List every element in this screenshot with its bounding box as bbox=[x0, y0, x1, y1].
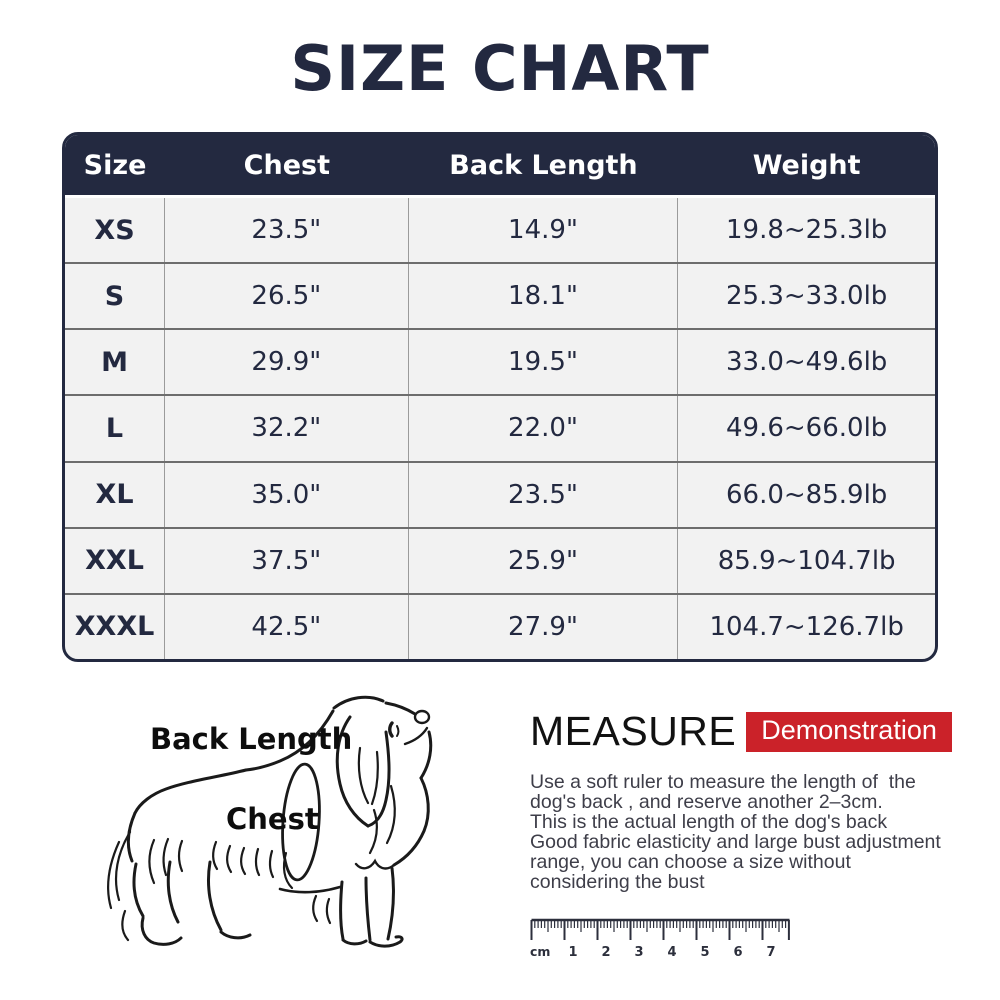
measure-text-line: dog's back , and reserve another 2–3cm. bbox=[530, 791, 883, 813]
chest-cell: 42.5" bbox=[165, 595, 409, 659]
ruler-number: 4 bbox=[667, 945, 677, 960]
chest-label: Chest bbox=[226, 802, 319, 836]
back-length-cell: 22.0" bbox=[409, 396, 679, 460]
header-size: Size bbox=[83, 149, 147, 181]
back-length-cell: 25.9" bbox=[409, 529, 679, 593]
size-cell: XS bbox=[65, 198, 165, 262]
measure-heading: MEASURE bbox=[530, 708, 737, 754]
measure-heading-row bbox=[530, 708, 960, 755]
ruler-unit-label: cm bbox=[530, 944, 551, 959]
size-table-body bbox=[65, 198, 935, 659]
size-cell: XXL bbox=[65, 529, 165, 593]
measure-text-line: Use a soft ruler to measure the length of the bbox=[530, 771, 916, 793]
measure-text-line: Good fabric elasticity and large bust adjustment bbox=[530, 831, 941, 853]
measure-text-line: considering the bust bbox=[530, 871, 705, 893]
table-header-row bbox=[65, 135, 935, 198]
size-cell: XL bbox=[65, 463, 165, 527]
table-row bbox=[65, 396, 935, 462]
weight-cell: 104.7~126.7lb bbox=[709, 611, 904, 642]
ruler-number: 2 bbox=[601, 945, 611, 960]
back-length-cell: 14.9" bbox=[409, 198, 679, 262]
page-title: SIZE CHART bbox=[290, 32, 710, 105]
header-chest: Chest bbox=[243, 149, 330, 181]
size-cell: M bbox=[65, 330, 165, 394]
weight-cell: 85.9~104.7lb bbox=[717, 545, 896, 576]
measure-section bbox=[530, 708, 960, 965]
weight-cell: 25.3~33.0lb bbox=[726, 281, 888, 312]
back-length-cell: 23.5" bbox=[409, 463, 679, 527]
chest-cell: 32.2" bbox=[165, 396, 409, 460]
table-row bbox=[65, 198, 935, 264]
weight-cell: 19.8~25.3lb bbox=[726, 215, 888, 246]
weight-cell: 66.0~85.9lb bbox=[726, 479, 888, 510]
size-cell: L bbox=[65, 396, 165, 460]
size-chart-table bbox=[62, 132, 938, 662]
back-length-label: Back Length bbox=[150, 722, 353, 756]
measure-text-line: This is the actual length of the dog's back bbox=[530, 811, 888, 833]
weight-cell: 33.0~49.6lb bbox=[726, 347, 888, 378]
chest-cell: 37.5" bbox=[165, 529, 409, 593]
weight-cell: 49.6~66.0lb bbox=[726, 413, 888, 444]
measure-text-line: range, you can choose a size without bbox=[530, 851, 851, 873]
chest-cell: 29.9" bbox=[165, 330, 409, 394]
table-row bbox=[65, 463, 935, 529]
table-row bbox=[65, 330, 935, 396]
back-length-cell: 27.9" bbox=[409, 595, 679, 659]
header-back-length: Back Length bbox=[449, 149, 638, 181]
ruler-graphic bbox=[530, 917, 802, 961]
measurement-diagram bbox=[90, 690, 510, 990]
table-row bbox=[65, 529, 935, 595]
chest-cell: 35.0" bbox=[165, 463, 409, 527]
ruler-number: 7 bbox=[766, 945, 776, 960]
table-row bbox=[65, 595, 935, 659]
ruler-number: 3 bbox=[634, 945, 644, 960]
chest-cell: 26.5" bbox=[165, 264, 409, 328]
chest-cell: 23.5" bbox=[165, 198, 409, 262]
header-weight: Weight bbox=[752, 149, 861, 181]
back-length-cell: 19.5" bbox=[409, 330, 679, 394]
back-length-cell: 18.1" bbox=[409, 264, 679, 328]
ruler-number: 5 bbox=[700, 945, 710, 960]
ruler-number: 1 bbox=[568, 945, 578, 960]
ruler-number: 6 bbox=[733, 945, 743, 960]
demonstration-badge: Demonstration bbox=[746, 712, 952, 752]
measure-paragraph bbox=[530, 772, 960, 892]
size-cell: XXXL bbox=[65, 595, 165, 659]
table-row bbox=[65, 264, 935, 330]
size-cell: S bbox=[65, 264, 165, 328]
